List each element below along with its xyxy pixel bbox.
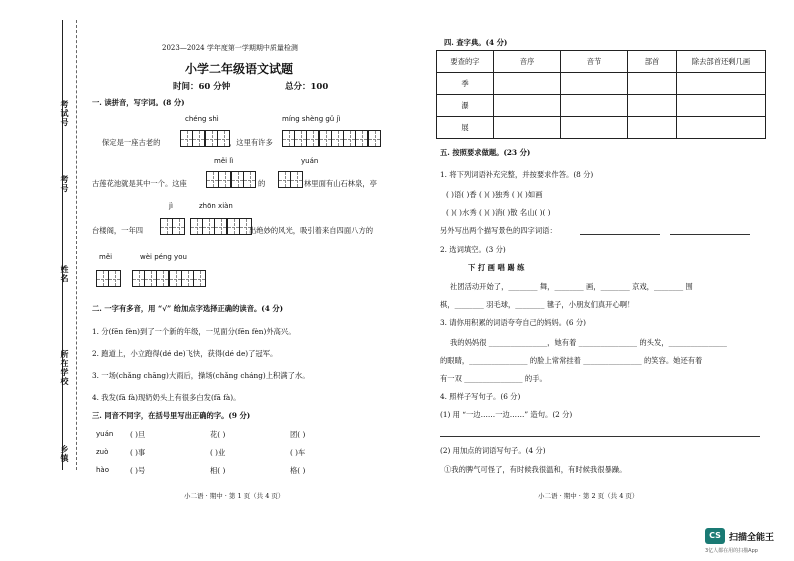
table-char-cell: 瀑 — [437, 95, 494, 117]
table-header-cell: 要查的字 — [437, 51, 494, 73]
answer-cell[interactable] — [677, 95, 766, 117]
q2-item: 1. 分(fēn fèn)到了一个新的年级，一见面分(fēn fèn)外高兴。 — [92, 327, 296, 336]
q3-blank[interactable]: 格( ) — [290, 466, 306, 475]
q3-blank[interactable]: 相( ) — [210, 466, 226, 475]
page-footer: 小二语 · 期中 · 第 1 页（共 4 页） — [184, 492, 285, 500]
q5-instruction: 1. 将下列词语补充完整，并按要求作答。(8 分) — [440, 170, 594, 179]
fill-sentence[interactable]: 棋，________ 羽毛球，________ 毽子，小朋友们真开心啊！ — [440, 300, 635, 309]
q3-blank[interactable]: ( )旦 — [130, 430, 146, 439]
fill-sentence[interactable]: 的眼睛，________________ 的脸上常常挂着 ________________ 的笑容。她还有着 — [440, 356, 703, 365]
q5-example: ①我的脾气可怪了，有时候我很温和，有时候我很暴躁。 — [444, 465, 627, 474]
q3-pinyin: hào — [96, 466, 110, 474]
q1-writing-grid[interactable] — [278, 171, 303, 188]
scanner-tagline: 3亿人都在用的扫描App — [705, 548, 758, 554]
answer-cell[interactable] — [494, 73, 561, 95]
q1-sentence: 的 — [258, 179, 266, 188]
q1-sentence: 台楼阁，一年四 — [92, 226, 144, 235]
q1-pinyin: chéng shì — [185, 115, 219, 123]
q5-instruction: 4. 照样子写句子。(6 分) — [440, 392, 521, 401]
label-exam-no: 考试号 — [60, 100, 70, 127]
answer-cell[interactable] — [628, 95, 677, 117]
answer-cell[interactable] — [561, 95, 628, 117]
fill-sentence[interactable]: 有一双 ________________ 的手。 — [440, 374, 547, 383]
scanner-logo-icon: CS — [705, 528, 725, 544]
table-char-cell: 季 — [437, 73, 494, 95]
exam-page-1 — [82, 0, 412, 561]
q2-heading: 二. 一字有多音，用 “√” 给加点字选择正确的读音。(4 分) — [92, 304, 284, 313]
table-header-row — [437, 51, 766, 73]
q5-prompt: (2) 用加点的词语写句子。(4 分) — [440, 446, 546, 455]
table-header-cell: 音节 — [561, 51, 628, 73]
q1-pinyin: zhōn xiàn — [199, 202, 233, 210]
q1-writing-grid[interactable] — [132, 270, 206, 287]
q1-writing-grid[interactable] — [206, 171, 256, 188]
label-school: 所在学校 — [60, 350, 70, 386]
exam-time: 时间：60 分钟 — [173, 82, 231, 92]
exam-term-line: 2023—2024 学年度第一学期期中质量检测 — [162, 44, 298, 52]
q1-sentence: 出绝妙的风光，吸引着来自四面八方的 — [249, 226, 374, 235]
table-row — [437, 73, 766, 95]
q1-writing-grid[interactable] — [160, 218, 185, 235]
label-class: 考号 — [60, 175, 70, 193]
exam-page-2 — [430, 0, 770, 561]
q1-heading: 一. 读拼音，写字词。(8 分) — [92, 98, 185, 107]
q5-prompt: 另外写出两个描写景色的四字词语： — [440, 226, 557, 235]
fill-sentence[interactable]: 社团活动开始了，________ 舞，________ 画，________ 京戏，________ 围 — [450, 282, 693, 291]
q3-blank[interactable]: ( )号 — [130, 466, 146, 475]
q1-pinyin: míng shèng gǔ jì — [282, 115, 341, 123]
answer-cell[interactable] — [677, 73, 766, 95]
exam-total: 总分：100 — [285, 82, 329, 92]
answer-line[interactable] — [440, 436, 760, 437]
answer-cell[interactable] — [494, 117, 561, 139]
q4-heading: 四. 查字典。(4 分) — [444, 38, 508, 47]
q1-pinyin: měi lì — [214, 157, 234, 165]
label-name: 姓名 — [60, 265, 70, 283]
q5-instruction: 2. 选词填空。(3 分) — [440, 245, 506, 254]
answer-cell[interactable] — [628, 73, 677, 95]
q1-sentence: ，这里有许多 — [229, 138, 273, 147]
q5-heading: 五. 按照要求做题。(23 分) — [440, 148, 531, 157]
q1-pinyin: wèi péng you — [140, 253, 187, 261]
answer-cell[interactable] — [677, 117, 766, 139]
word-bank: 下 打 画 唱 踢 练 — [468, 263, 525, 272]
fill-sentence[interactable]: 我的妈妈很 ________________，她有着 ________________ 的头发，________________ — [450, 338, 727, 347]
q3-heading: 三. 同音不同字，在括号里写出正确的字。(9 分) — [92, 411, 251, 420]
q1-writing-grid[interactable] — [180, 130, 230, 147]
answer-cell[interactable] — [561, 117, 628, 139]
q1-writing-grid[interactable] — [282, 130, 381, 147]
q3-pinyin: zuò — [96, 448, 109, 456]
answer-cell[interactable] — [494, 95, 561, 117]
q1-pinyin: yuán — [301, 157, 319, 165]
table-row — [437, 95, 766, 117]
answer-line[interactable] — [670, 234, 750, 235]
answer-cell[interactable] — [561, 73, 628, 95]
binding-line — [62, 20, 63, 470]
table-header-cell: 音序 — [494, 51, 561, 73]
q1-writing-grid[interactable] — [190, 218, 252, 235]
idiom-row[interactable]: ( )语( )香 ( )( )独秀 ( )( )如画 — [446, 190, 543, 199]
q3-blank[interactable]: ( )业 — [210, 448, 226, 457]
q3-pinyin: yuán — [96, 430, 114, 438]
q2-item: 3. 一场(chǎng chāng)大雨后，操场(chǎng cháng)上积满了水。 — [92, 371, 310, 380]
q3-blank[interactable]: ( )车 — [290, 448, 306, 457]
binding-dashed-line — [76, 20, 77, 470]
q3-blank[interactable]: 团( ) — [290, 430, 306, 439]
q1-sentence: 古莲花池就是其中一个。这座 — [92, 179, 187, 188]
q1-pinyin: jì — [169, 202, 173, 210]
q2-item: 4. 我发(fā fà)现奶奶头上有很多白发(fā fà)。 — [92, 393, 241, 402]
table-row — [437, 117, 766, 139]
page-title: 小学二年级语文试题 — [185, 62, 294, 76]
q2-item: 2. 跑道上，小立跑得(dé de)飞快，获得(dé de)了冠军。 — [92, 349, 278, 358]
q5-instruction: 3. 请你用积累的词语夸夸自己的妈妈。(6 分) — [440, 318, 586, 327]
table-header-cell: 除去部首还剩几画 — [677, 51, 766, 73]
q1-writing-grid[interactable] — [96, 270, 121, 287]
q1-sentence: 林里面有山石林泉，亭 — [304, 179, 377, 188]
scanner-app-name: 扫描全能王 — [729, 533, 775, 543]
table-char-cell: 展 — [437, 117, 494, 139]
q1-sentence: 保定是一座古老的 — [102, 138, 161, 147]
answer-cell[interactable] — [628, 117, 677, 139]
q3-blank[interactable]: ( )事 — [130, 448, 146, 457]
q1-pinyin: měi — [99, 253, 113, 261]
answer-line[interactable] — [580, 234, 660, 235]
binding-margin — [0, 0, 82, 561]
idiom-row[interactable]: ( )( )水秀 ( )( )消( )散 名山( )( ) — [446, 208, 551, 217]
table-header-cell: 部首 — [628, 51, 677, 73]
dictionary-table — [436, 50, 766, 139]
q3-blank[interactable]: 花( ) — [210, 430, 226, 439]
label-village: 乡镇 — [60, 445, 70, 463]
page-footer: 小二语 · 期中 · 第 2 页（共 4 页） — [538, 492, 639, 500]
q5-prompt: (1) 用 “一边……一边……” 造句。(2 分) — [440, 410, 573, 419]
